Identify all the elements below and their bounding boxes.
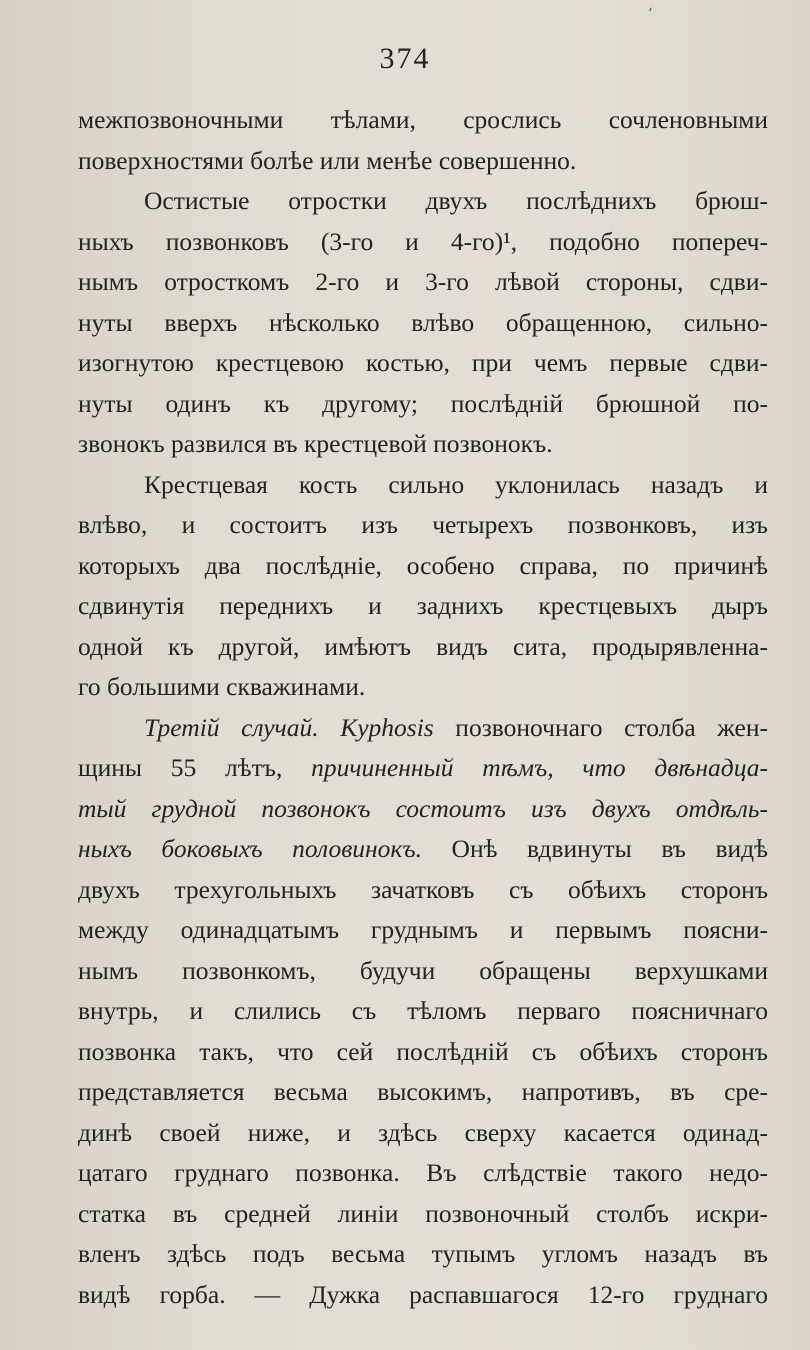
text-line: между одинадцатымъ груднымъ и первымъ поясни- [78, 915, 768, 944]
text-line: Крестцевая кость сильно уклонилась назадъ и [144, 469, 768, 499]
text-line: цатаго груднаго позвонка. Въ слѣдствiе такого недо- [78, 1158, 768, 1187]
text-line: межпозвоночными тѣлами, срослись сочленовными [78, 105, 768, 134]
text-line: звонокъ развился въ крестцевой позвонокъ. [78, 429, 553, 458]
text-line: представляется весьма высокимъ, напротивъ, въ сре- [78, 1077, 768, 1106]
text-line: нуты вверхъ нѣсколько влѣво обращенною, сильно- [78, 307, 768, 337]
text-line: которыхъ два послѣднiе, особено справа, по причинѣ [78, 550, 768, 580]
text-line: динѣ своей ниже, и здѣсь сверху касается одинад- [78, 1117, 768, 1147]
italic-text: ныхъ боковыхъ половинокъ. [78, 834, 422, 863]
text-line: го большими скважинами. [78, 672, 366, 701]
text-line: вленъ здѣсь подъ весьма тупымъ угломъ назадъ въ [78, 1239, 768, 1268]
text-line: изогнутою крестцевою костью, при чемъ первые сдви- [78, 348, 768, 377]
text-line [78, 789, 768, 830]
text-line: нымъ позвонкомъ, будучи обращены верхушками [78, 955, 768, 985]
text-segment: Онѣ вдвинуты въ видѣ [421, 834, 768, 863]
text-line [78, 748, 768, 789]
page-number: 374 [379, 42, 431, 75]
text-line: позвонка такъ, что сей послѣднiй съ обѣихъ сторонъ [78, 1036, 768, 1066]
text-line: влѣво, и состоитъ изъ четырехъ позвонковъ, изъ [78, 510, 768, 539]
text-line: ныхъ позвонковъ (3-го и 4-го)¹, подобно попереч- [78, 226, 768, 256]
italic-text: тый грудной позвонокъ состоитъ изъ двухъ отдѣль- [78, 793, 768, 823]
text-line: статка въ средней линiи позвоночный столбъ искри- [78, 1198, 768, 1228]
text-segment: щины 55 лѣтъ, [78, 753, 312, 782]
text-line: одной къ другой, имѣютъ видъ сита, продырявленна- [78, 631, 768, 661]
text-segment: позвоночнаго столба жен- [433, 712, 768, 742]
body-text [78, 100, 768, 1315]
text-line: двухъ трехугольныхъ зачатковъ съ обѣихъ сторонъ [78, 874, 768, 904]
text-line: Остистые отростки двухъ послѣднихъ брюш- [144, 186, 768, 215]
corner-mark: ‘ [648, 6, 653, 22]
italic-text: Третiй случай. Kyphosis [144, 712, 434, 742]
text-line [78, 708, 768, 749]
text-line: видѣ горба. — Дужка распавшагося 12-го груднаго [78, 1279, 768, 1309]
text-line: нуты одинъ къ другому; послѣднiй брюшной по- [78, 388, 768, 418]
text-line: сдвинутiя переднихъ и заднихъ крестцевыхъ дыръ [78, 591, 768, 620]
text-line: нымъ отросткомъ 2-го и 3-го лѣвой стороны, сдви- [78, 267, 768, 296]
text-line: поверхностями болѣе или менѣе совершенно. [78, 145, 577, 175]
text-line: внутрь, и слились съ тѣломъ перваго поясничнаго [78, 996, 768, 1025]
text-line [78, 829, 768, 870]
italic-text: причиненный тѣмъ, что двѣнадца- [311, 753, 769, 782]
